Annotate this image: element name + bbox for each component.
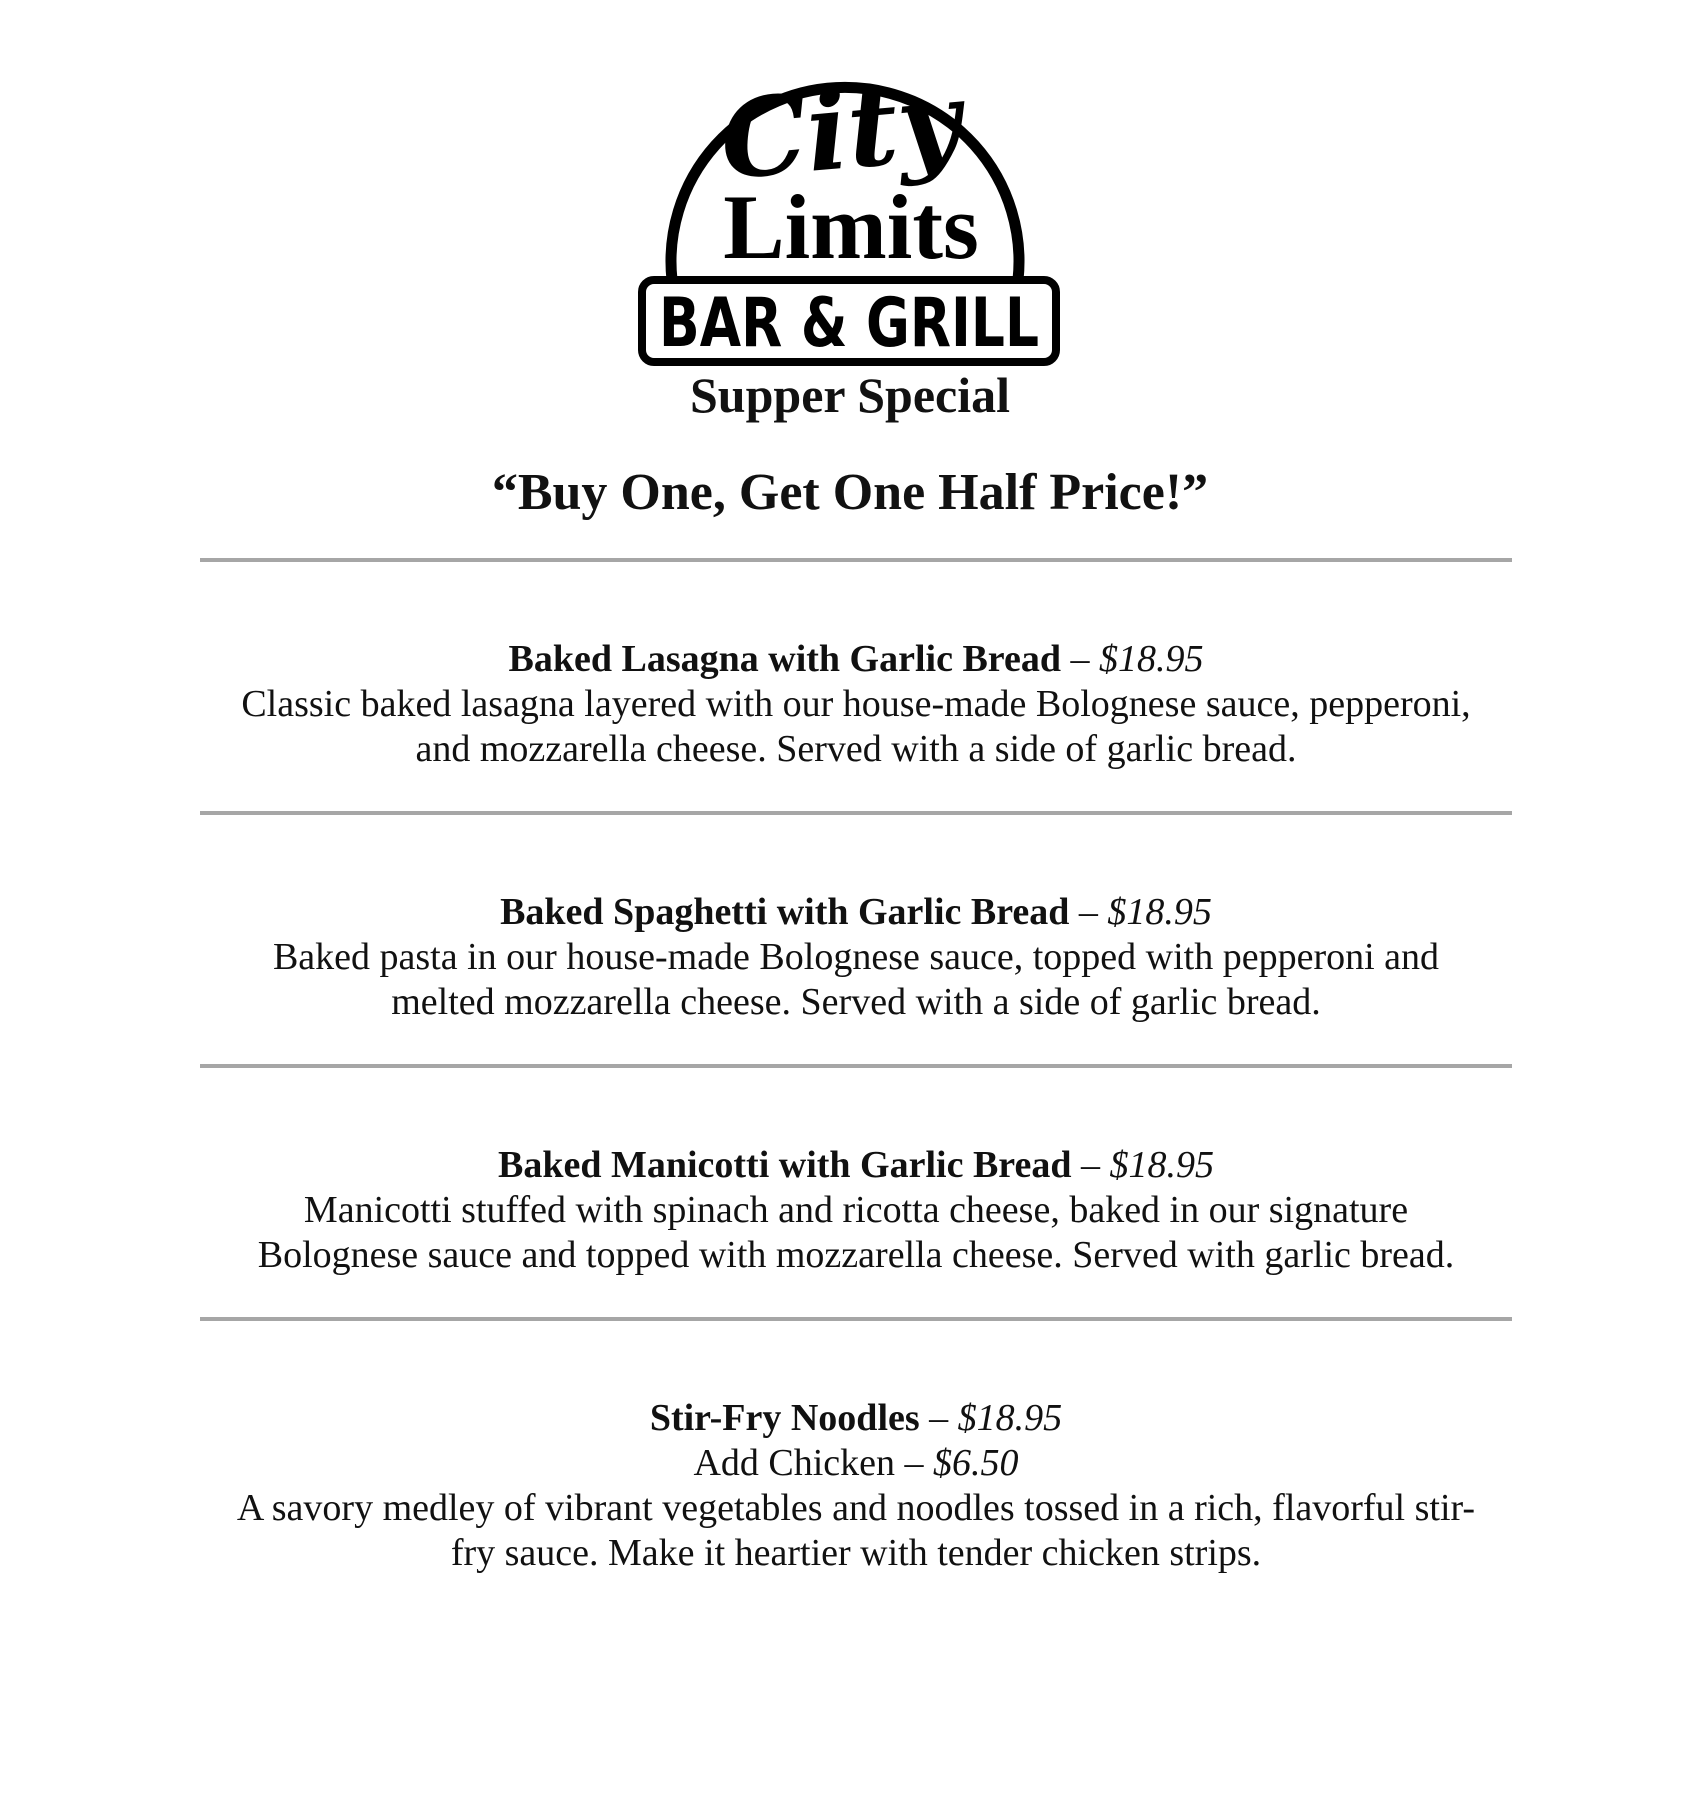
price-separator: –	[1071, 1144, 1110, 1186]
menu-item-name: Stir-Fry Noodles	[649, 1397, 920, 1439]
menu-item-price: $18.95	[957, 1397, 1063, 1439]
menu-item-title	[200, 637, 1512, 682]
logo-graphic	[630, 28, 1070, 368]
addon-price: $6.50	[933, 1442, 1019, 1484]
menu-item-description-line: Classic baked lasagna layered with our house-made Bolognese sauce, pepperoni,	[241, 683, 1471, 725]
menu-item-description-line: Manicotti stuffed with spinach and ricotta cheese, baked in our signature	[303, 1189, 1409, 1231]
promo-tagline: “Buy One, Get One Half Price!”	[491, 464, 1209, 521]
menu-item-manicotti	[200, 1143, 1512, 1278]
menu-item-price: $18.95	[1109, 1144, 1214, 1186]
menu-item-stir-fry	[200, 1396, 1512, 1576]
logo-bar-grill-text: BAR & GRILL	[659, 284, 1039, 363]
price-separator: –	[1069, 891, 1108, 933]
menu-item-addon	[200, 1441, 1512, 1486]
menu-item-price: $18.95	[1107, 891, 1212, 933]
menu-item-lasagna	[200, 637, 1512, 772]
menu-item-description-line: fry sauce. Make it heartier with tender chicken strips.	[450, 1532, 1262, 1574]
menu-item-name: Baked Spaghetti with Garlic Bread	[500, 891, 1070, 933]
addon-label: Add Chicken	[693, 1442, 896, 1484]
divider	[200, 1317, 1512, 1321]
city-limits-logo	[630, 28, 1070, 368]
menu-item-description-line: A savory medley of vibrant vegetables and noodles tossed in a rich, flavorful stir-	[236, 1487, 1476, 1529]
menu-item-title	[200, 1396, 1512, 1441]
divider	[200, 558, 1512, 562]
menu-item-description-line: Bolognese sauce and topped with mozzarella cheese. Served with garlic bread.	[257, 1234, 1455, 1276]
menu-item-title	[200, 890, 1512, 935]
menu-item-name: Baked Lasagna with Garlic Bread	[508, 638, 1061, 680]
menu-item-description-line: Baked pasta in our house-made Bolognese sauce, topped with pepperoni and	[272, 936, 1440, 978]
price-separator: –	[895, 1442, 934, 1484]
menu-item-price: $18.95	[1098, 638, 1204, 680]
price-separator: –	[919, 1397, 958, 1439]
divider	[200, 811, 1512, 815]
price-separator: –	[1060, 638, 1099, 680]
divider	[200, 1064, 1512, 1068]
logo-city-text: City	[715, 57, 966, 205]
menu-item-title	[200, 1143, 1512, 1188]
menu-item-spaghetti	[200, 890, 1512, 1025]
logo-limits-text: Limits	[723, 176, 979, 278]
page-subtitle: Supper Special	[690, 367, 1010, 423]
menu-item-description-line: and mozzarella cheese. Served with a side of garlic bread.	[415, 728, 1297, 770]
menu-item-description-line: melted mozzarella cheese. Served with a side of garlic bread.	[391, 981, 1321, 1023]
menu-item-name: Baked Manicotti with Garlic Bread	[498, 1144, 1072, 1186]
